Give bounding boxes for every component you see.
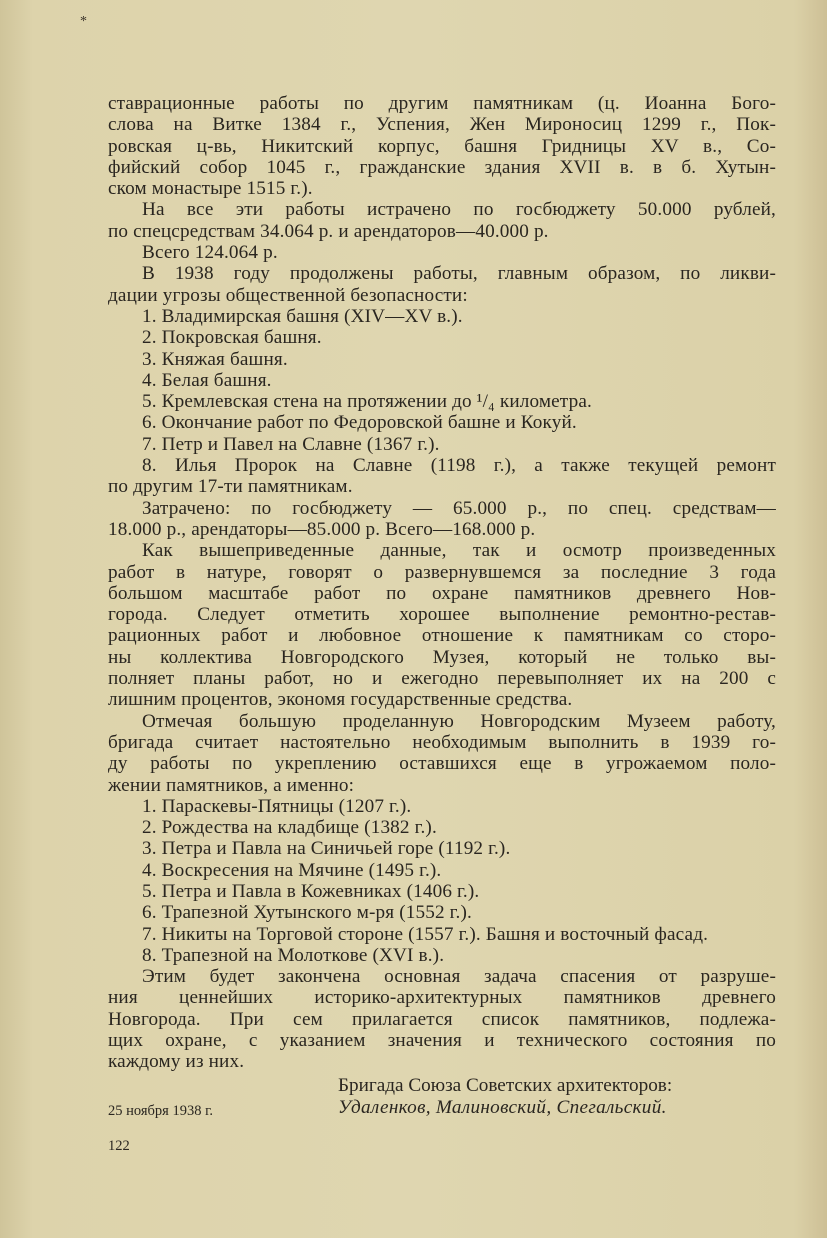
text-line: ставрационные работы по другим памятникам (ц. Иоанна Бого- <box>108 93 776 114</box>
text-line: ния ценнейших историко-архитектурных памятников древнего <box>108 987 776 1009</box>
text-line: 1. Параскевы-Пятницы (1207 г.). <box>142 795 412 817</box>
text-line: ны коллектива Новгородского Музея, который не только вы- <box>108 646 776 668</box>
text-line: 7. Петр и Павел на Славне (1367 г.). <box>142 433 440 455</box>
text-line: 3. Княжая башня. <box>142 348 288 370</box>
text-line: большом масштабе работ по охране памятников древнего Нов- <box>108 582 776 604</box>
text-line: 4. Белая башня. <box>142 369 272 391</box>
text-line: В 1938 году продолжены работы, главным образом, по ликви- <box>142 263 776 285</box>
text-line: жении памятников, а именно: <box>108 774 355 796</box>
text-line: 1. Владимирская башня (XIV—XV в.). <box>142 305 463 327</box>
text-line: Этим будет закончена основная задача спасения от разруше- <box>142 966 776 988</box>
text-line: щих охране, с указанием значения и технического состояния по <box>108 1030 776 1052</box>
text-line: дации угрозы общественной безопасности: <box>108 284 468 306</box>
text-line: 18.000 р., арендаторы—85.000 р. Всего—168.000 р. <box>108 518 536 540</box>
text-line: 2. Покровская башня. <box>142 327 322 349</box>
text-line: 8. Трапезной на Молоткове (XVI в.). <box>142 944 445 966</box>
text-line: бригада считает настоятельно необходимым выполнить в 1939 го- <box>108 731 776 753</box>
text-line: 3. Петра и Павла на Синичьей горе (1192 г.). <box>142 838 511 860</box>
text-line: города. Следует отметить хорошее выполнение ремонтно-рестав- <box>108 604 776 626</box>
text-line: Затрачено: по госбюджету — 65.000 р., по спец. средствам— <box>142 497 776 519</box>
text-line: Всего 124.064 р. <box>142 242 278 264</box>
text-line: 4. Воскресения на Мячине (1495 г.). <box>142 859 442 881</box>
signature-organization: Бригада Союза Советских архитекторов: <box>338 1075 673 1096</box>
text-line: лишним процентов, экономя государственные средства. <box>108 689 573 711</box>
document-date: 25 ноября 1938 г. <box>108 1103 214 1119</box>
text-line: ду работы по укреплению оставшихся еще в угрожаемом поло- <box>108 753 776 775</box>
text-line: Отмечая большую проделанную Новгородским Музеем работу, <box>142 710 776 732</box>
text-line: Новгорода. При сем прилагается список памятников, подлежа- <box>108 1008 776 1030</box>
text-line: работ в натуре, говорят о развернувшемся за последние 3 года <box>108 561 776 583</box>
text-line: 2. Рождества на кладбище (1382 г.). <box>142 817 437 839</box>
text-line: 6. Окончание работ по Федоровской башне и Кокуй. <box>142 412 577 434</box>
text-line: 5. Кремлевская стена на протяжении до ¹/₄ километра. <box>142 391 592 413</box>
text-line: ровская ц-вь, Никитский корпус, башня Гридницы XV в., Со- <box>108 135 776 157</box>
text-line: фийский собор 1045 г., гражданские здания XVII в. в б. Хутын- <box>108 156 776 178</box>
text-line: ском монастыре 1515 г.). <box>108 178 313 200</box>
text-line: слова на Витке 1384 г., Успения, Жен Мироносиц 1299 г., Пок- <box>108 114 776 136</box>
text-line: 7. Никиты на Торговой стороне (1557 г.). Башня и восточный фасад. <box>142 923 709 945</box>
page-mark: * <box>80 14 87 29</box>
page-number: 122 <box>108 1138 130 1154</box>
text-line: 6. Трапезной Хутынского м-ря (1552 г.). <box>142 902 472 924</box>
signature-names: Удаленков, Малиновский, Спегальский. <box>338 1097 667 1118</box>
text-line: 5. Петра и Павла в Кожевниках (1406 г.). <box>142 880 480 902</box>
text-line: полняет планы работ, но и ежегодно перевыполняет их на 200 с <box>108 668 776 690</box>
text-line: Как вышеприведенные данные, так и осмотр произведенных <box>142 540 776 562</box>
text-line: рационных работ и любовное отношение к памятникам со сторо- <box>108 625 776 647</box>
text-line: На все эти работы истрачено по госбюджету 50.000 рублей, <box>142 199 776 221</box>
text-line: 8. Илья Пророк на Славне (1198 г.), а также текущей ремонт <box>142 455 776 477</box>
document-body <box>108 93 776 1073</box>
text-line: по другим 17-ти памятникам. <box>108 476 353 498</box>
text-line: по спецсредствам 34.064 р. и арендаторов—40.000 р. <box>108 220 549 242</box>
text-line: каждому из них. <box>108 1051 245 1073</box>
